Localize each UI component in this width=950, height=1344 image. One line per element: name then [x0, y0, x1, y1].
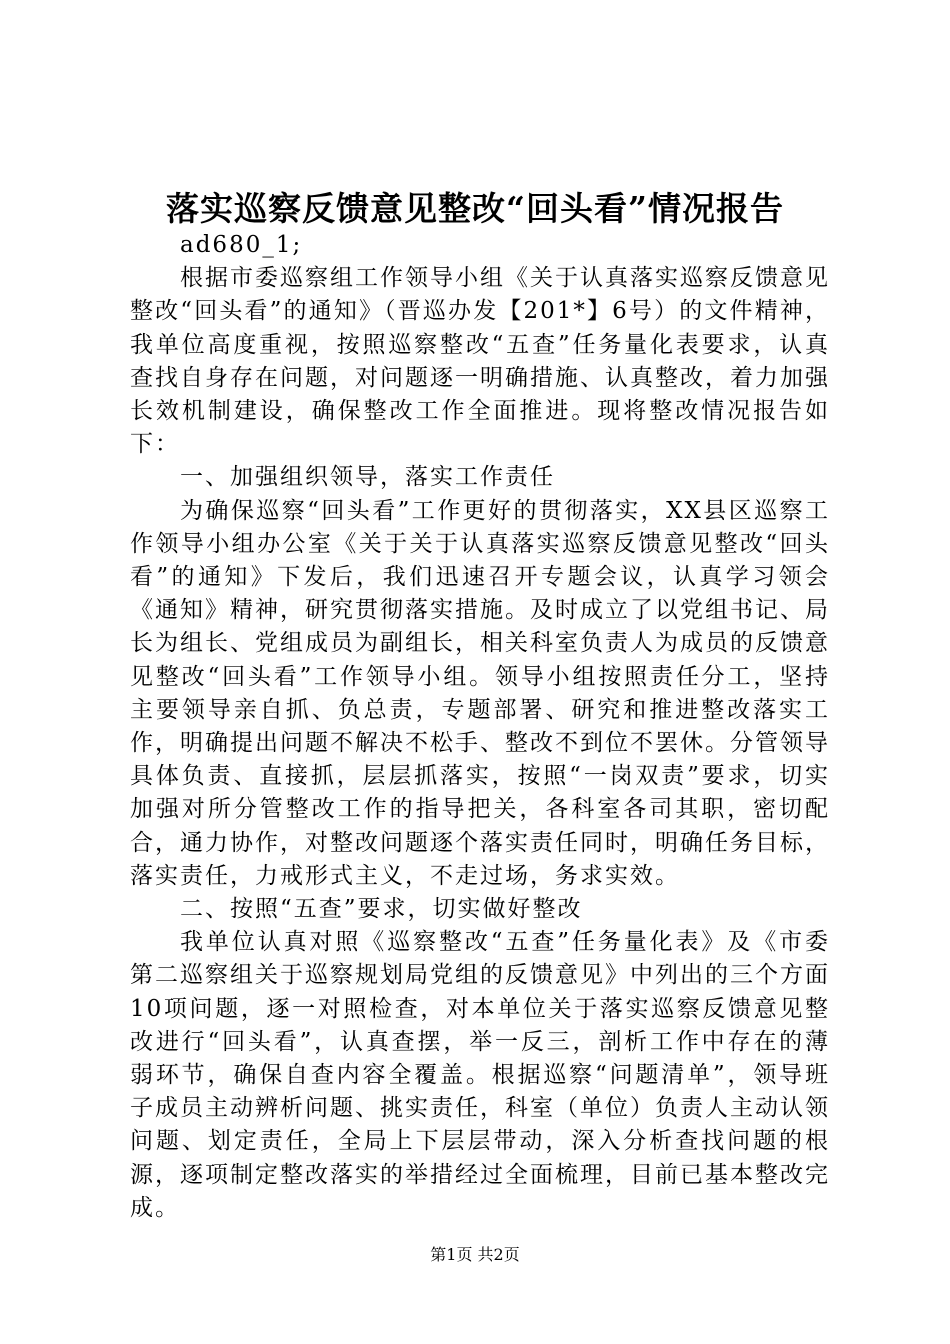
document-code-line: ad680_1; — [180, 232, 303, 258]
page-footer: 第1页 共2页 — [430, 1245, 520, 1264]
section-heading-2: 二、按照“五查”要求，切实做好整改 — [180, 896, 583, 923]
intro-paragraph: 根据市委巡察组工作领导小组《关于认真落实巡察反馈意见整改“回头看”的通知》（晋巡办发【201*】6号）的文件精神，我单位高度重视，按照巡察整改“五查”任务量化表要求，认真查找自身存在问题，对问题逐一明确措施、认真整改，着力加强长效机制建设，确保整改工作全面推进。现将整改情况报告如下： — [130, 265, 830, 458]
section-heading-1: 一、加强组织领导，落实工作责任 — [180, 464, 555, 491]
section-2-paragraph: 我单位认真对照《巡察整改“五查”任务量化表》及《市委第二巡察组关于巡察规划局党组的反馈意见》中列出的三个方面10项问题，逐一对照检查，对本单位关于落实巡察反馈意见整改进行“回头看”，认真查摆，举一反三，剖析工作中存在的薄弱环节，确保自查内容全覆盖。根据巡察“问题清单”，领导班子成员主动辨析问题、挑实责任，科室（单位）负责人主动认领问题、划定责任，全局上下层层带动，深入分析查找问题的根源，逐项制定整改落实的举措经过全面梳理，目前已基本整改完成。 — [130, 929, 830, 1221]
document-body — [130, 229, 830, 1225]
document-title: 落实巡察反馈意见整改“回头看”情况报告 — [166, 189, 784, 228]
section-1-paragraph: 为确保巡察“回头看”工作更好的贯彻落实，XX县区巡察工作领导小组办公室《关于关于认真落实巡察反馈意见整改“回头看”的通知》下发后，我们迅速召开专题会议，认真学习领会《通知》精神，研究贯彻落实措施。及时成立了以党组书记、局长为组长、党组成员为副组长，相关科室负责人为成员的反馈意见整改“回头看”工作领导小组。领导小组按照责任分工，坚持主要领导亲自抓、负总责，专题部署、研究和推进整改落实工作，明确提出问题不解决不松手、整改不到位不罢休。分管领导具体负责、直接抓，层层抓落实，按照“一岗双责”要求，切实加强对所分管整改工作的指导把关，各科室各司其职，密切配合，通力协作，对整改问题逐个落实责任同时，明确任务目标，落实责任，力戒形式主义，不走过场，务求实效。 — [130, 497, 830, 889]
